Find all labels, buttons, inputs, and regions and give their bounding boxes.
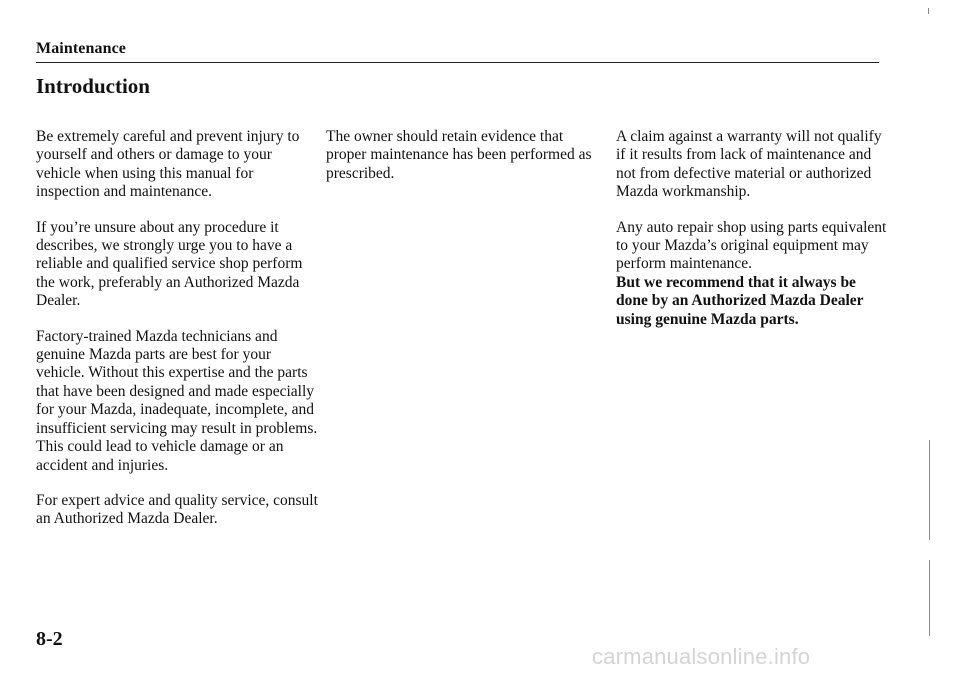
paragraph-factory-trained: Factory-trained Mazda technicians and genuine Mazda parts are best for your vehicle. Without this expertise and the parts that have been designed and made especially for your Mazda, inadequate, incomplete, and insufficient servicing may result in problems. This could lead to vehicle damage or an accident and injuries.	[36, 327, 318, 474]
paragraph-expert-advice: For expert advice and quality service, consult an Authorized Mazda Dealer.	[36, 491, 318, 528]
right-column	[616, 128, 888, 346]
left-column	[36, 128, 318, 546]
page-number: 8-2	[36, 628, 63, 650]
middle-column	[326, 128, 598, 200]
margin-line	[929, 560, 930, 636]
paragraph-caution: Be extremely careful and prevent injury to yourself and others or damage to your vehicle when using this manual for inspection and maintenance.	[36, 128, 300, 201]
margin-line	[929, 440, 930, 540]
watermark: carmanualsonline.info	[592, 644, 811, 669]
header-rule	[36, 62, 879, 63]
paragraph-repair-shop: Any auto repair shop using parts equivalent to your Mazda’s original equipment may perform maintenance.	[616, 218, 887, 273]
paragraph-recommendation: But we recommend that it always be done by an Authorized Mazda Dealer using genuine Mazda parts.	[616, 273, 864, 328]
page-title: Introduction	[36, 74, 150, 98]
corner-tick-mark	[928, 8, 929, 14]
paragraph-warranty-claim: A claim against a warranty will not qualify if it results from lack of maintenance and not from defective material or authorized Mazda workmanship.	[616, 128, 882, 201]
section-header: Maintenance	[36, 40, 126, 57]
paragraph-retain-evidence: The owner should retain evidence that proper maintenance has been performed as prescribed.	[326, 128, 592, 182]
paragraph-unsure-procedure: If you’re unsure about any procedure it describes, we strongly urge you to have a reliable and qualified service shop perform the work, preferably an Authorized Mazda Dealer.	[36, 218, 303, 310]
